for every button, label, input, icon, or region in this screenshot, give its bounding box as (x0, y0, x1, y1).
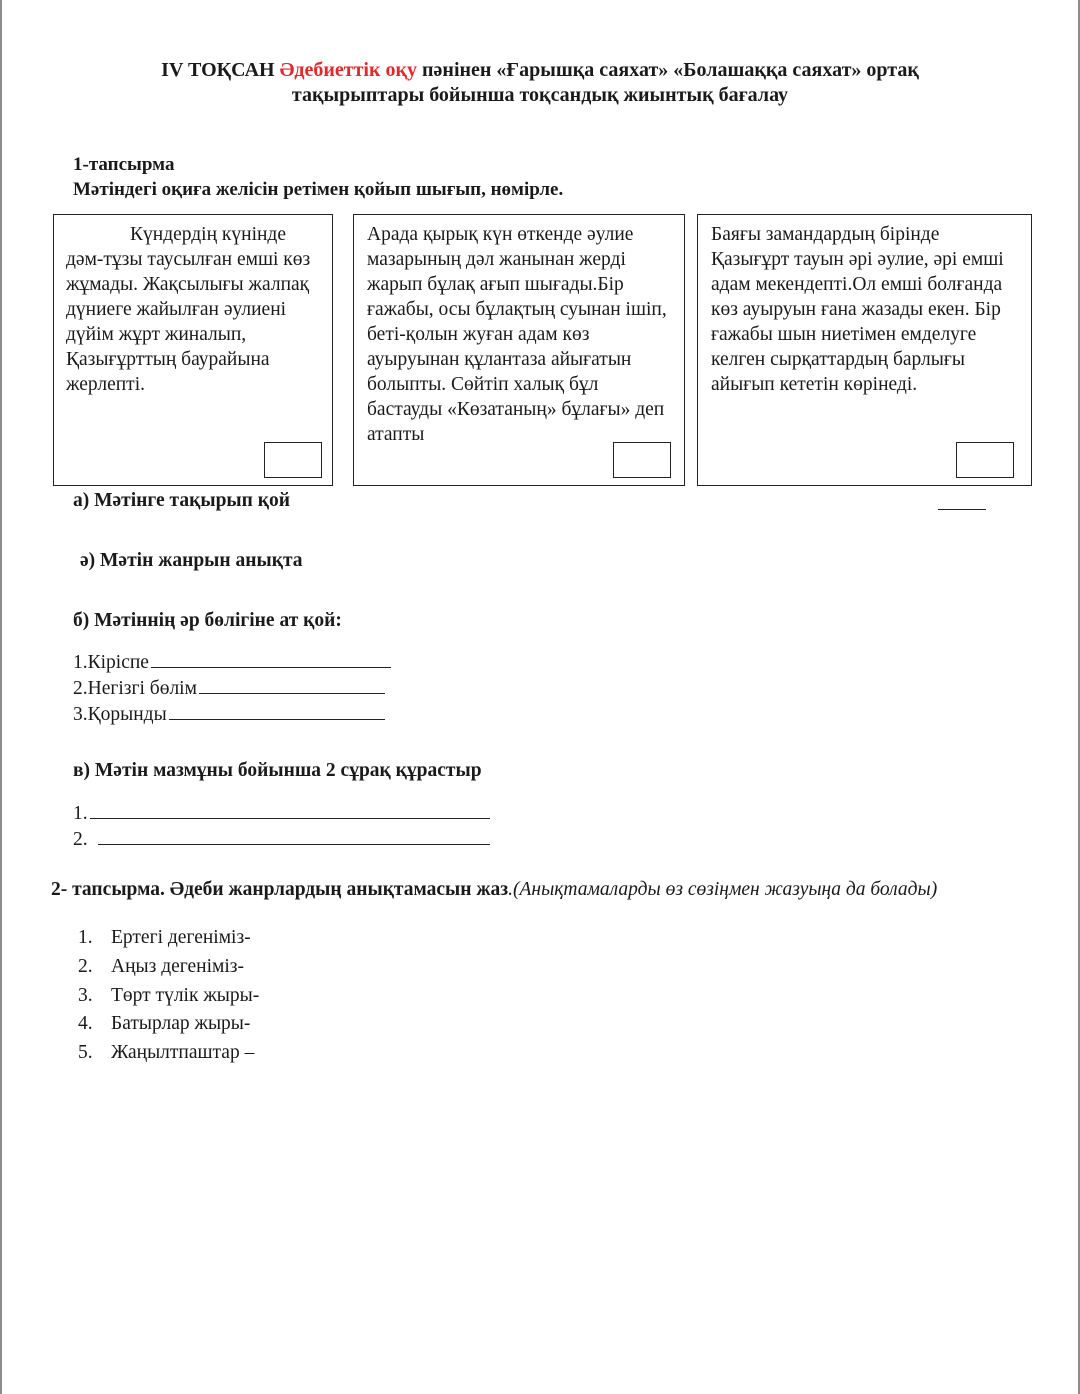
genre-list (78, 924, 259, 1068)
order-number-box-3[interactable] (956, 442, 1014, 478)
list-item: 2. Аңыз дегеніміз- (78, 955, 244, 977)
subject-name: Әдебиеттік оқу (279, 59, 418, 81)
part-label-2: 2.Негізгі бөлім (73, 678, 197, 699)
part-answer-line-2[interactable] (199, 674, 385, 694)
question-v: в) Мәтін мазмұны бойынша 2 сұрақ құрастыр (73, 760, 482, 781)
question-answer-line-2[interactable] (98, 825, 490, 845)
title-line-2: тақырыптары бойынша тоқсандық жиынтық бағалау (291, 84, 789, 106)
story-box-3 (697, 214, 1032, 486)
part-label-3: 3.Қорынды (73, 704, 167, 725)
task2-heading (51, 877, 937, 902)
part-row-3 (73, 700, 385, 728)
answer-line-a[interactable] (938, 509, 986, 510)
question-row-2 (73, 825, 490, 853)
title-line-1: IV ТОҚСАН Әдебиеттік оқу пәнінен «Ғарышқа саяхат» «Болашаққа саяхат» ортақ (161, 59, 919, 81)
question-a: а) Мәтінге тақырып қой (73, 490, 290, 511)
task2-note: .(Анықтамаларды өз сөзіңмен жазуыңа да болады) (508, 879, 938, 900)
story-text-2: Арада қырық күн өткенде әулие мазарының дәл жанынан жерді жарып бұлақ ағып шығады.Бір ғажабы, осы бұлақтың суынан ішіп, беті-қолын жуған адам көз ауыруынан құлантаза айығатын болыпты. Сөйтіп халық бұл бастауды «Көзатаның» бұлағы» деп атапты (367, 224, 667, 445)
order-number-box-2[interactable] (613, 442, 671, 478)
question-ae: ә) Мәтін жанрын анықта (80, 550, 303, 571)
story-text-3: Баяғы замандардың бірінде Қазығұрт тауын әрі әулие, әрі емші адам мекендепті.Ол емші болғанда көз ауыруын ғана жазады екен. Бір ғажабы шын ниетімен емделуге келген сырқаттардың барлығы айығып кететін көрінеді. (711, 224, 1004, 395)
part-answer-line-3[interactable] (169, 700, 385, 720)
part-answer-line-1[interactable] (151, 648, 391, 668)
story-text-1: Күндердің күнінде дәм-тұзы таусылған емші көз жұмады. Жақсылығы жалпақ дүниеге жайылған әулиені дүйім жұрт жиналып, Қазығұрттың баурайына жерлепті. (66, 224, 311, 395)
story-box-1 (53, 214, 333, 486)
page-title (60, 58, 1020, 108)
task1-label: 1-тапсырма (73, 154, 175, 175)
task1-heading (73, 152, 563, 202)
part-row-2 (73, 674, 385, 702)
question-number-1: 1. (73, 803, 88, 824)
list-item: 3. Төрт түлік жыры- (78, 984, 260, 1006)
question-number-2: 2. (73, 829, 88, 850)
question-b: б) Мәтіннің әр бөлігіне ат қой: (73, 610, 342, 631)
task2-label: 2- тапсырма. Әдеби жанрлардың анықтамасын жаз (51, 879, 509, 900)
part-label-1: 1.Кіріспе (73, 652, 149, 673)
question-row-1 (73, 799, 490, 827)
list-item: 5. Жаңылтпаштар – (78, 1042, 255, 1064)
part-row-1 (73, 648, 391, 676)
list-item: 1. Ертегі дегеніміз- (78, 927, 251, 948)
task1-instruction: Мәтіндегі оқиға желісін ретімен қойып шығып, нөмірле. (73, 179, 564, 200)
list-item: 4. Батырлар жыры- (78, 1013, 251, 1035)
page-left-edge (0, 0, 2, 1394)
order-number-box-1[interactable] (264, 442, 322, 478)
question-answer-line-1[interactable] (90, 799, 490, 819)
story-box-2 (353, 214, 685, 486)
